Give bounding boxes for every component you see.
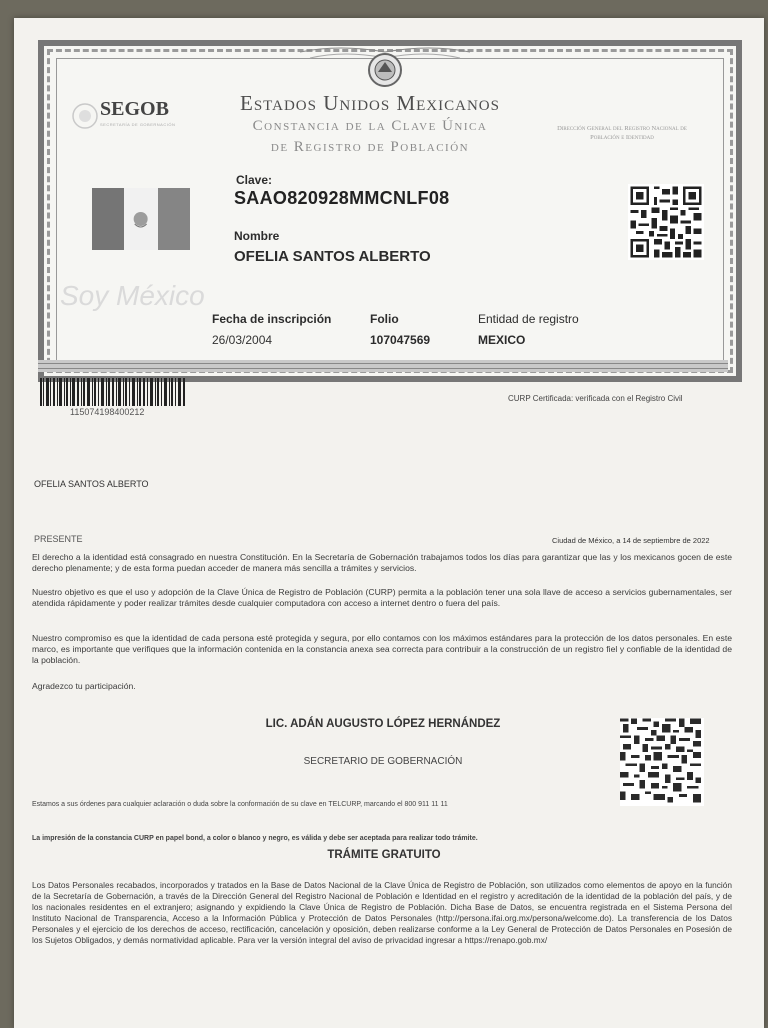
contact-note: Estamos a sus órdenes para cualquier aclaración o duda sobre la conformación de su clave en TELCURP, marcando el 800 911 11 11 xyxy=(32,801,448,808)
place-date: Ciudad de México, a 14 de septiembre de 2022 xyxy=(552,536,710,545)
print-validity-note: La impresión de la constancia CURP en papel bond, a color o blanco y negro, es válida y debe ser aceptada para realizar todo trámite. xyxy=(32,835,478,842)
thanks-line: Agradezco tu participación. xyxy=(32,681,136,691)
nombre-value: OFELIA SANTOS ALBERTO xyxy=(234,248,431,265)
paragraph-2: Nuestro objetivo es que el uso y adopción de la Clave Única de Registro de Población (CURP) permita a la población tener una sola llave de acceso a servicios gubernamentales, ser atendida rápidamente y poder realizar trámites desde cualquier computadora con acceso a internet dentro o fuera del país. xyxy=(32,587,732,608)
segob-emblem-icon xyxy=(72,100,98,132)
folio-value: 107047569 xyxy=(370,333,431,347)
qr-code-letter xyxy=(620,718,704,806)
folio-label: Folio xyxy=(370,312,399,326)
agency-subtitle: SECRETARÍA DE GOBERNACIÓN xyxy=(100,122,176,127)
signer-name: LIC. ADÁN AUGUSTO LÓPEZ HERNÁNDEZ xyxy=(265,718,501,730)
document-title-line-2: de Registro de Población xyxy=(270,139,470,155)
country-title: Estados Unidos Mexicanos xyxy=(240,91,500,115)
certification-note: CURP Certificada: verificada con el Registro Civil xyxy=(508,394,683,403)
tramite-gratuito: TRÁMITE GRATUITO xyxy=(327,849,441,861)
barcode-number: 115074198400212 xyxy=(70,407,145,417)
paragraph-3: Nuestro compromiso es que la identidad de cada persona esté protegida y segura, por ello contamos con los máximos estándares para la protección de los datos personales. En este marco, es importante que verifiques que la información contenida en la constancia anexa sea correcta para contribuir a la construcción de un registro fiel y confiable de la identidad de la población. xyxy=(32,633,732,665)
document-title-line-1: Constancia de la Clave Única xyxy=(252,118,488,134)
barcode xyxy=(40,378,186,406)
clave-label: Clave: xyxy=(236,173,273,187)
letter-recipient: OFELIA SANTOS ALBERTO xyxy=(34,479,149,489)
entidad-value: MEXICO xyxy=(478,333,526,347)
directorate-text: Dirección General del Registro Nacional de Población e Identidad xyxy=(557,125,687,141)
entidad-label: Entidad de registro xyxy=(478,312,579,326)
signer-title: SECRETARIO DE GOBERNACIÓN xyxy=(303,756,463,767)
presente-label: PRESENTE xyxy=(34,534,83,544)
qr-code-certificate xyxy=(628,184,704,260)
top-ornament xyxy=(300,44,470,88)
curp-value: SAAO820928MMCNLF08 xyxy=(234,188,450,208)
fecha-value: 26/03/2004 xyxy=(212,333,273,347)
mexico-flag-icon xyxy=(92,188,190,250)
paragraph-1: El derecho a la identidad está consagrado en nuestra Constitución. En la Secretaría de Gobernación trabajamos todos los días para garantizar que las y los mexicanos gocen de este derecho plenamente; y de esta forma puedan acceder de manera más sencilla a trámites y servicios. xyxy=(32,552,732,573)
nombre-label: Nombre xyxy=(234,229,280,243)
soy-mexico-watermark: Soy México xyxy=(60,280,205,311)
certificate-bottom-border xyxy=(38,360,728,372)
agency-logo-text: SEGOB xyxy=(100,98,169,120)
privacy-notice: Los Datos Personales recabados, incorporados y tratados en la Base de Datos Nacional de la Clave Única de Registro de Población, son utilizados como elementos de apoyo en la función de la Secretaría de Gobernación, a través de la Dirección General del Registro Nacional de Población e Identidad en el registro y acreditación de la identidad de la población del país, y de los nacionales residentes en el extranjero; asignando y expidiendo la Clave Única de Registro de Población. Dicha Base de Datos, se encuentra registrada en el Sistema Persona del Instituto Nacional de Transparencia, Acceso a la Información Pública y Protección de Datos Personales (http://persona.ifai.org.mx/persona/welcome.do). La transferencia de los Datos Personales y el ejercicio de los derechos de acceso, rectificación, cancelación y oposición, deben realizarse conforme a la Ley General de Protección de Datos Personales en Posesión de los Sujetos Obligados, y demás normatividad aplicable. Para ver la versión integral del aviso de privacidad ingresar a https://renapo.gob.mx/ xyxy=(32,880,732,945)
fecha-label: Fecha de inscripción xyxy=(212,312,332,326)
